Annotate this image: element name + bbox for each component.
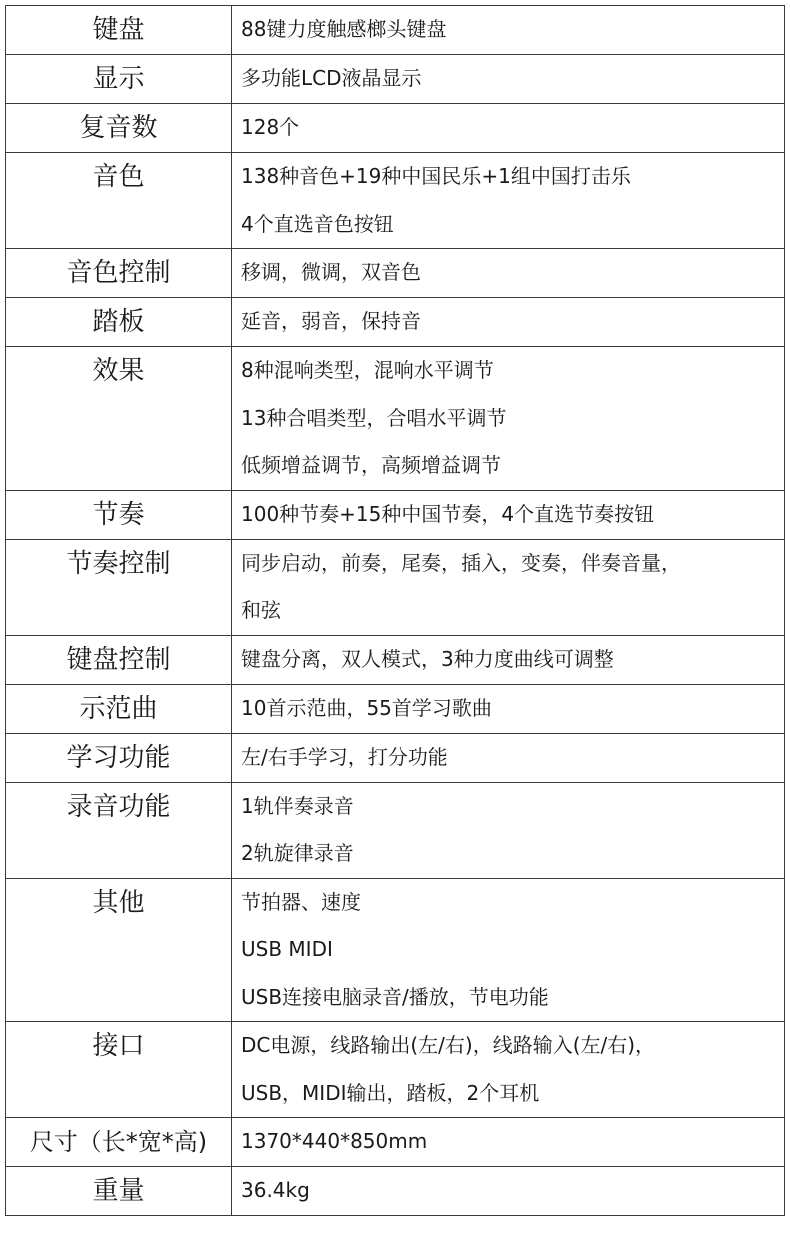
row-label-cell: [6, 104, 232, 153]
row-label: 节奏控制: [66, 548, 171, 579]
row-label-cell: [6, 347, 232, 491]
row-label-cell: [6, 1167, 232, 1216]
table-row: [6, 782, 785, 878]
row-label: 示范曲: [79, 693, 158, 724]
row-label-cell: [6, 1118, 232, 1167]
row-label-cell: [6, 878, 232, 1022]
row-label: 显示: [92, 64, 145, 94]
row-label-cell: [6, 684, 232, 733]
row-value-line: 节拍器、速度: [241, 889, 361, 914]
row-label: 音色控制: [66, 258, 171, 288]
table-row: [6, 298, 785, 347]
row-label-cell: [6, 153, 232, 249]
row-label: 接口: [92, 1031, 145, 1061]
row-value-line: 键盘分离，双人模式，3种力度曲线可调整: [241, 646, 614, 671]
row-value-line: 128个: [241, 115, 300, 139]
row-value-line: 移调，微调，双音色: [241, 260, 421, 284]
table-row: [6, 733, 785, 782]
row-value-cell: [232, 1022, 785, 1118]
spec-table-body: [6, 6, 785, 1216]
row-label-cell: [6, 782, 232, 878]
row-value-line: 1轨伴奏录音: [241, 793, 354, 818]
row-label: 效果: [92, 356, 145, 386]
row-value-cell: [232, 104, 785, 153]
row-label-cell: [6, 539, 232, 635]
row-label: 节奏: [92, 499, 145, 530]
row-value-line: 同步启动，前奏，尾奏，插入，变奏，伴奏音量，: [241, 550, 681, 575]
row-label: 键盘控制: [66, 644, 171, 675]
row-value-cell: [232, 55, 785, 104]
spec-table: [5, 5, 785, 1216]
row-label-cell: [6, 1022, 232, 1118]
row-value-cell: [232, 153, 785, 249]
row-label: 学习功能: [66, 742, 171, 773]
row-label: 音色: [92, 162, 145, 192]
row-value-cell: [232, 490, 785, 539]
row-value-line: 低频增益调节，高频增益调节: [241, 453, 501, 477]
row-value-line: USB，MIDI输出，踏板，2个耳机: [241, 1080, 540, 1105]
row-label: 尺寸（长*宽*高): [29, 1128, 208, 1156]
row-value-line: 8种混响类型，混响水平调节: [241, 358, 494, 382]
row-value-line: 13种合唱类型，合唱水平调节: [241, 405, 507, 430]
row-label: 录音功能: [66, 791, 171, 822]
row-value-line: 和弦: [241, 598, 281, 622]
row-value-cell: [232, 1118, 785, 1167]
table-row: [6, 1022, 785, 1118]
table-row: [6, 153, 785, 249]
table-row: [6, 1118, 785, 1167]
row-value-line: 88键力度触感榔头键盘: [241, 17, 447, 41]
table-row: [6, 878, 785, 1022]
row-label-cell: [6, 635, 232, 684]
row-label: 键盘: [92, 15, 145, 45]
row-label: 复音数: [79, 113, 158, 143]
table-row: [6, 104, 785, 153]
row-value-cell: [232, 249, 785, 298]
row-value-line: 100种节奏+15种中国节奏，4个直选节奏按钮: [241, 501, 655, 526]
row-value-cell: [232, 733, 785, 782]
row-value-line: 10首示范曲，55首学习歌曲: [241, 695, 492, 720]
row-value-line: 1370*440*850mm: [241, 1129, 428, 1153]
row-value-cell: [232, 298, 785, 347]
table-row: [6, 347, 785, 491]
row-value-line: 多功能LCD液晶显示: [241, 66, 422, 90]
table-row: [6, 635, 785, 684]
table-row: [6, 249, 785, 298]
table-row: [6, 6, 785, 55]
row-value-line: 4个直选音色按钮: [241, 211, 394, 236]
table-row: [6, 1167, 785, 1216]
row-value-cell: [232, 878, 785, 1022]
row-value-cell: [232, 635, 785, 684]
table-row: [6, 55, 785, 104]
row-label: 重量: [92, 1176, 145, 1206]
row-label-cell: [6, 249, 232, 298]
row-label: 踏板: [92, 307, 145, 337]
row-value-line: 延音，弱音，保持音: [241, 309, 421, 333]
row-value-cell: [232, 539, 785, 635]
row-label-cell: [6, 298, 232, 347]
row-value-line: DC电源，线路输出(左/右)，线路输入(左/右)，: [241, 1033, 656, 1057]
row-value-line: 左/右手学习，打分功能: [241, 744, 448, 769]
row-label-cell: [6, 490, 232, 539]
table-row: [6, 684, 785, 733]
row-value-line: USB连接电脑录音/播放，节电功能: [241, 984, 549, 1009]
row-label-cell: [6, 6, 232, 55]
row-value-cell: [232, 347, 785, 491]
row-value-cell: [232, 684, 785, 733]
row-label-cell: [6, 733, 232, 782]
row-value-line: USB MIDI: [241, 937, 333, 961]
row-value-line: 2轨旋律录音: [241, 841, 354, 865]
row-value-cell: [232, 1167, 785, 1216]
table-row: [6, 539, 785, 635]
row-label-cell: [6, 55, 232, 104]
row-value-line: 36.4kg: [241, 1178, 310, 1202]
row-value-cell: [232, 782, 785, 878]
row-label: 其他: [92, 887, 145, 918]
row-value-line: 138种音色+19种中国民乐+1组中国打击乐: [241, 164, 631, 188]
table-row: [6, 490, 785, 539]
row-value-cell: [232, 6, 785, 55]
